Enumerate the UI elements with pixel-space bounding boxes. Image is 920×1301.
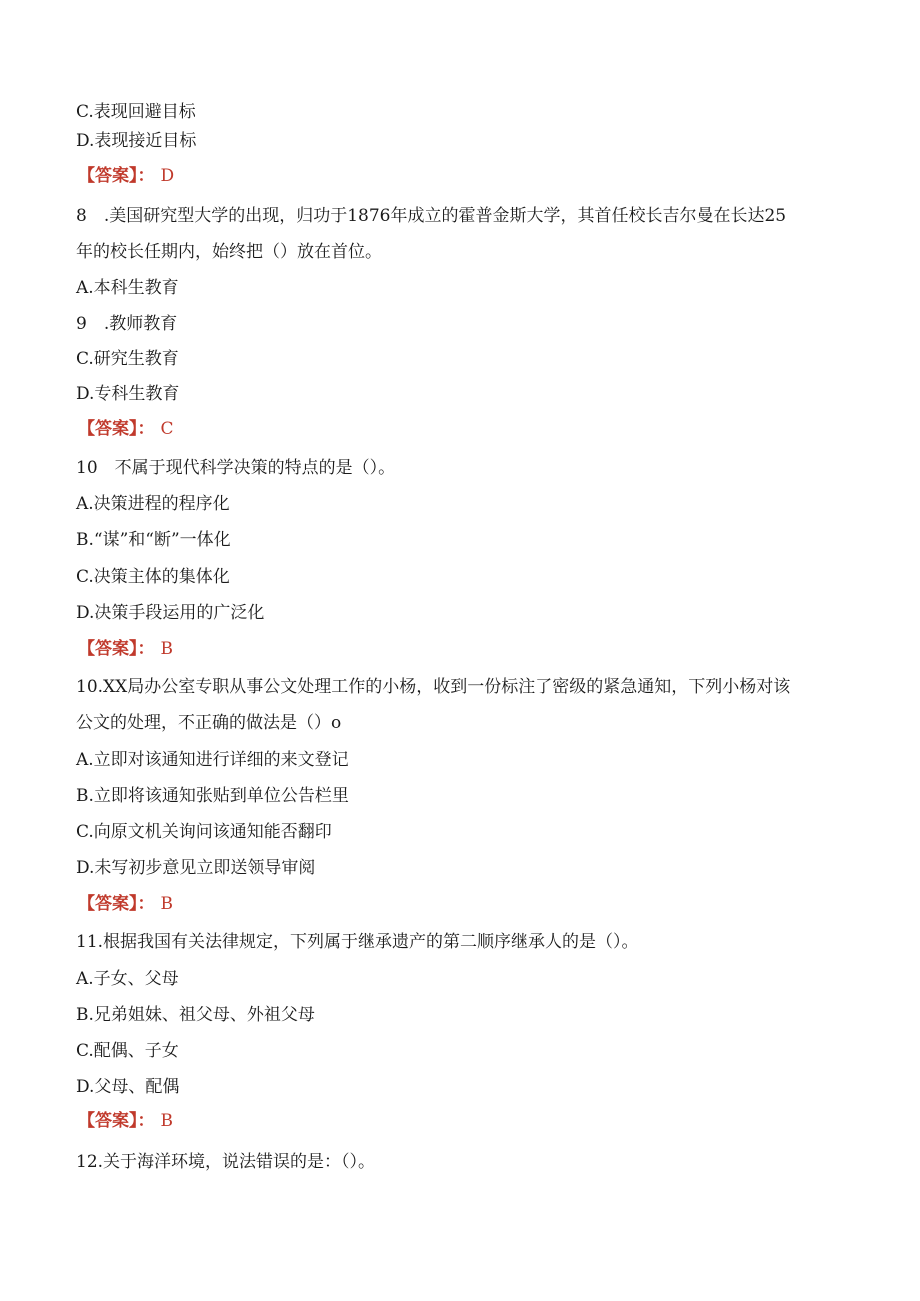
option-c: C.向原文机关询问该通知能否翻印 — [76, 822, 332, 842]
question-8-cont: 年的校长任期内，始终把（）放在首位。 — [76, 242, 382, 262]
option-c: C.表现回避目标 — [76, 102, 196, 122]
answer-line — [78, 164, 174, 188]
question-10: 10 不属于现代科学决策的特点的是（）。 — [76, 458, 396, 478]
option-d: D.父母、配偶 — [76, 1077, 180, 1097]
option-b: B.兄弟姐妹、祖父母、外祖父母 — [76, 1005, 315, 1025]
answer-line — [78, 1109, 173, 1133]
option-b: B.立即将该通知张贴到单位公告栏里 — [76, 786, 349, 806]
answer-line — [78, 417, 174, 441]
option-b: 9 .教师教育 — [76, 314, 178, 334]
option-c: C.决策主体的集体化 — [76, 567, 230, 587]
option-d: D.决策手段运用的广泛化 — [76, 603, 265, 623]
option-a: A.决策进程的程序化 — [76, 494, 230, 514]
answer-line — [78, 892, 173, 916]
answer-label: 【答案】： — [78, 639, 155, 659]
answer-value: B — [160, 894, 173, 914]
option-c: C.配偶、子女 — [76, 1041, 179, 1061]
answer-value: C — [160, 419, 174, 439]
answer-line — [78, 637, 173, 661]
option-c: C.研究生教育 — [76, 349, 179, 369]
answer-value: B — [160, 1111, 173, 1131]
answer-value: B — [160, 639, 173, 659]
answer-label: 【答案】： — [78, 1111, 155, 1131]
option-a: A.本科生教育 — [76, 278, 179, 298]
option-b: B.“谋”和“断”一体化 — [76, 530, 231, 550]
question-12: 12.关于海洋环境，说法错误的是：（）。 — [76, 1152, 376, 1172]
option-d: D.表现接近目标 — [76, 131, 197, 151]
question-8: 8 .美国研究型大学的出现，归功于1876年成立的霍普金斯大学，其首任校长吉尔曼在长达25 — [76, 206, 787, 226]
option-d: D.未写初步意见立即送领导审阅 — [76, 858, 316, 878]
option-a: A.立即对该通知进行详细的来文登记 — [76, 750, 349, 770]
question-10b: 10.XX局办公室专职从事公文处理工作的小杨，收到一份标注了密级的紧急通知，下列小杨对该 — [76, 677, 791, 697]
question-10b-cont: 公文的处理，不正确的做法是（）o — [76, 713, 342, 733]
question-11: 11.根据我国有关法律规定，下列属于继承遗产的第二顺序继承人的是（）。 — [76, 932, 639, 952]
answer-label: 【答案】： — [78, 419, 155, 439]
option-d: D.专科生教育 — [76, 384, 180, 404]
answer-label: 【答案】： — [78, 166, 155, 186]
answer-value: D — [160, 166, 175, 186]
answer-label: 【答案】： — [78, 894, 155, 914]
option-a: A.子女、父母 — [76, 969, 179, 989]
